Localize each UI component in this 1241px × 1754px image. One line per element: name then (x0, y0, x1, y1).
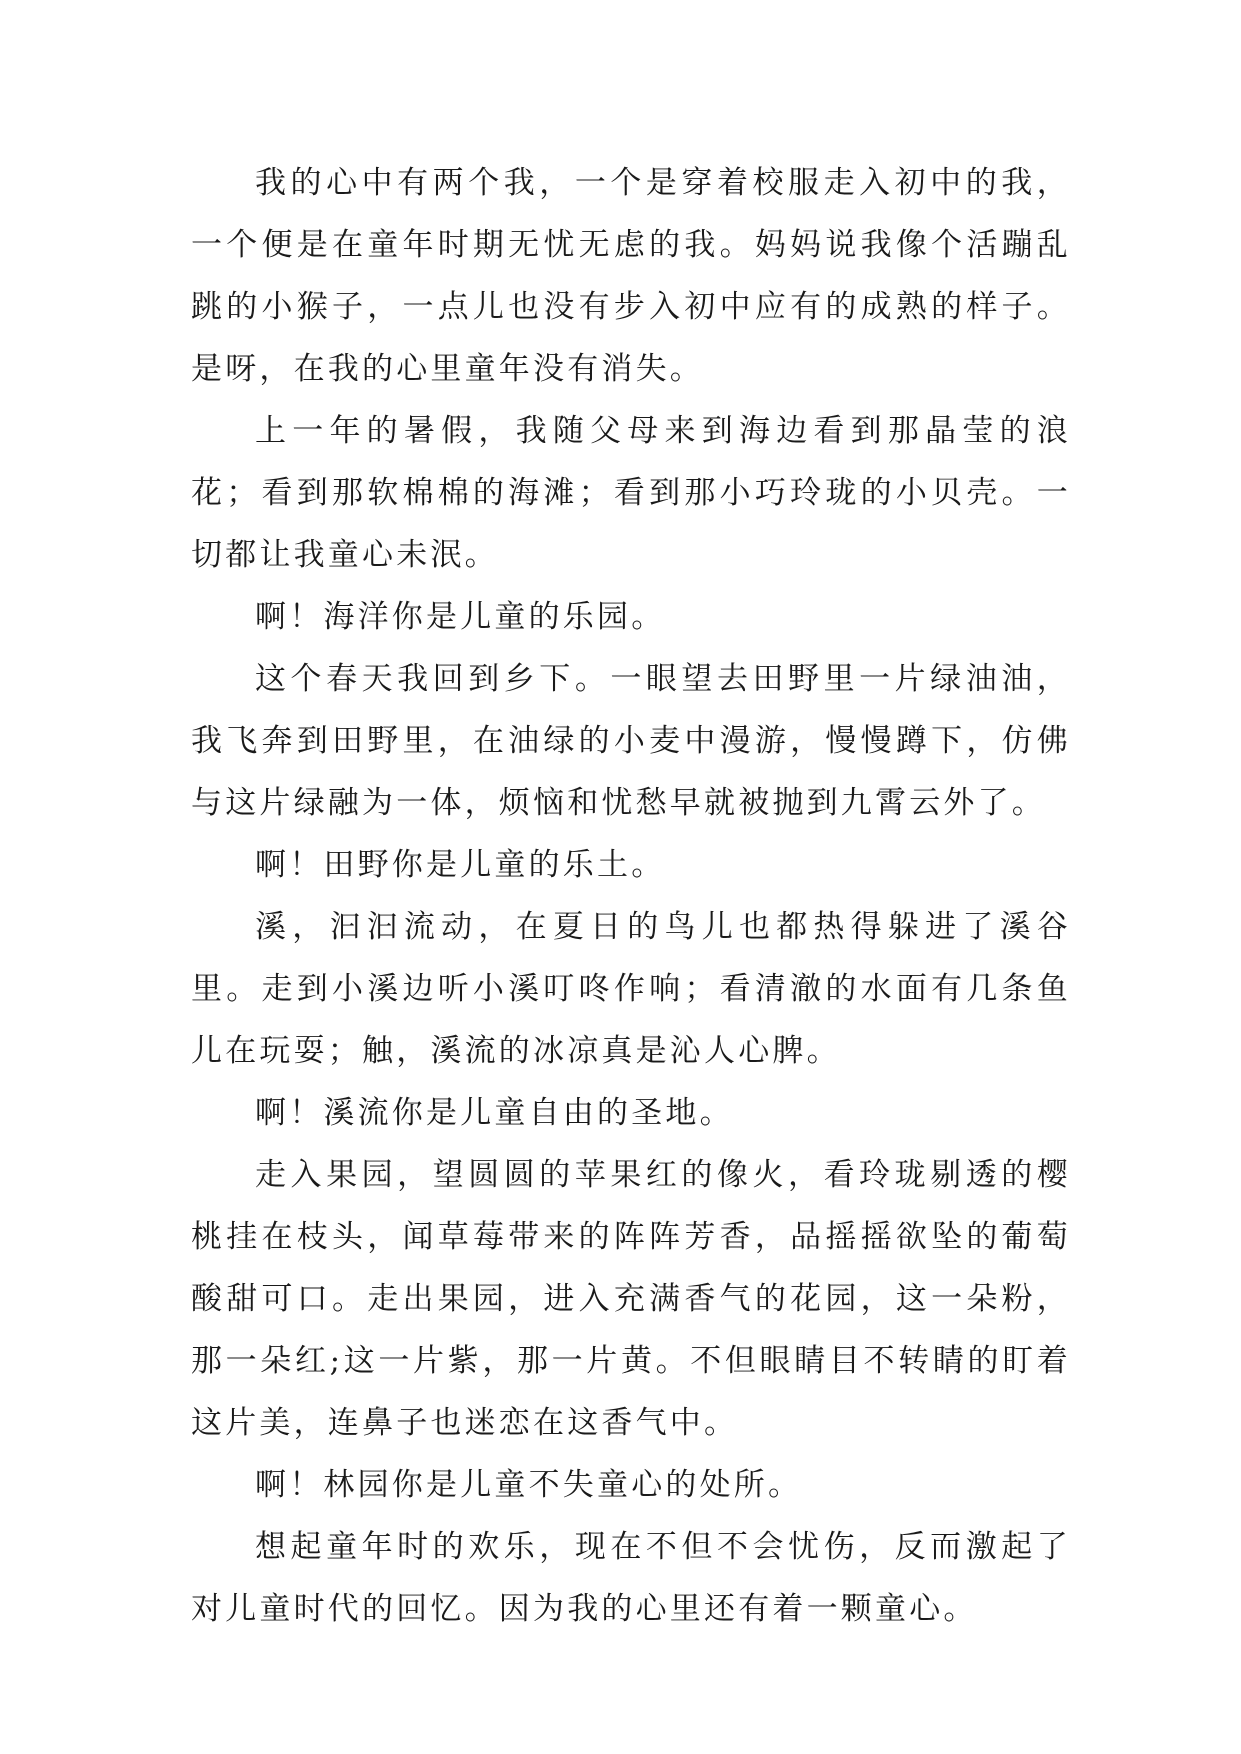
essay-body (191, 152, 1071, 1640)
paragraph-3: 啊！海洋你是儿童的乐园。 (255, 599, 666, 635)
paragraph-4: 这个春天我回到乡下。一眼望去田野里一片绿油油，我飞奔到田野里，在油绿的小麦中漫游，慢慢蹲下，仿佛与这片绿融为一体，烦恼和忧愁早就被抛到九霄云外了。 (191, 661, 1071, 821)
paragraph-9: 啊！林园你是儿童不失童心的处所。 (255, 1467, 803, 1503)
paragraph-2: 上一年的暑假，我随父母来到海边看到那晶莹的浪花；看到那软棉棉的海滩；看到那小巧玲珑的小贝壳。一切都让我童心未泯。 (191, 413, 1071, 573)
paragraph-7: 啊！溪流你是儿童自由的圣地。 (255, 1095, 734, 1131)
paragraph-5: 啊！田野你是儿童的乐土。 (255, 847, 666, 883)
paragraph-8: 走入果园，望圆圆的苹果红的像火，看玲珑剔透的樱桃挂在枝头，闻草莓带来的阵阵芳香，品摇摇欲坠的葡萄酸甜可口。走出果园，进入充满香气的花园，这一朵粉，那一朵红;这一片紫，那一片黄。不但眼睛目不转睛的盯着这片美，连鼻子也迷恋在这香气中。 (191, 1157, 1071, 1441)
paragraph-6: 溪，汩汩流动，在夏日的鸟儿也都热得躲进了溪谷里。走到小溪边听小溪叮咚作响；看清澈的水面有几条鱼儿在玩耍；触，溪流的冰凉真是沁人心脾。 (191, 909, 1071, 1069)
paragraph-10: 想起童年时的欢乐，现在不但不会忧伤，反而激起了对儿童时代的回忆。因为我的心里还有着一颗童心。 (191, 1529, 1071, 1627)
paragraph-1: 我的心中有两个我，一个是穿着校服走入初中的我，一个便是在童年时期无忧无虑的我。妈妈说我像个活蹦乱跳的小猴子，一点儿也没有步入初中应有的成熟的样子。是呀，在我的心里童年没有消失。 (191, 165, 1071, 387)
